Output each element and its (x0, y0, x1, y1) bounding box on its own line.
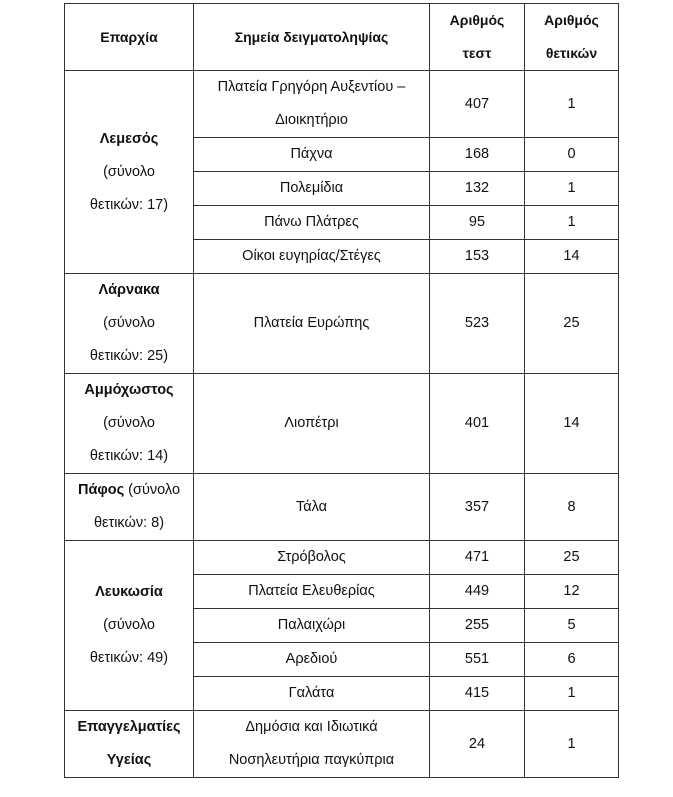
region-cell-limassol: Λεμεσός (σύνολο θετικών: 17) (65, 71, 194, 274)
sampling-point: Πάνω Πλάτρες (194, 206, 430, 240)
table-row (65, 541, 619, 575)
positives-count: 1 (525, 206, 619, 240)
table-row (65, 71, 619, 138)
tests-count: 357 (430, 474, 525, 541)
region-cell-health-professionals: Επαγγελματίες Υγείας (65, 711, 194, 778)
sampling-point: Δημόσια και Ιδιωτικά Νοσηλευτήρια παγκύπρια (194, 711, 430, 778)
positives-count: 25 (525, 541, 619, 575)
table-row (65, 374, 619, 474)
sampling-point: Πλατεία Ευρώπης (194, 274, 430, 374)
sampling-point: Τάλα (194, 474, 430, 541)
positives-count: 1 (525, 711, 619, 778)
tests-count: 24 (430, 711, 525, 778)
region-cell-larnaca: Λάρνακα (σύνολο θετικών: 25) (65, 274, 194, 374)
tests-count: 95 (430, 206, 525, 240)
header-province: Επαρχία (65, 4, 194, 71)
region-cell-famagusta: Αμμόχωστος (σύνολο θετικών: 14) (65, 374, 194, 474)
sampling-point: Οίκοι ευγηρίας/Στέγες (194, 240, 430, 274)
tests-count: 523 (430, 274, 525, 374)
header-sampling-points: Σημεία δειγματοληψίας (194, 4, 430, 71)
table-row (65, 711, 619, 778)
positives-count: 14 (525, 240, 619, 274)
sampling-point: Γαλάτα (194, 677, 430, 711)
tests-count: 255 (430, 609, 525, 643)
sampling-point: Πλατεία Ελευθερίας (194, 575, 430, 609)
sampling-point: Αρεδιού (194, 643, 430, 677)
positives-count: 1 (525, 71, 619, 138)
tests-count: 153 (430, 240, 525, 274)
table-row (65, 274, 619, 374)
header-positives: Αριθμός θετικών (525, 4, 619, 71)
tests-count: 168 (430, 138, 525, 172)
positives-count: 6 (525, 643, 619, 677)
table-row (65, 474, 619, 541)
tests-count: 415 (430, 677, 525, 711)
sampling-point: Παλαιχώρι (194, 609, 430, 643)
tests-count: 407 (430, 71, 525, 138)
positives-count: 8 (525, 474, 619, 541)
results-table (64, 3, 619, 778)
sampling-point: Λιοπέτρι (194, 374, 430, 474)
positives-count: 1 (525, 172, 619, 206)
header-row (65, 4, 619, 71)
tests-count: 401 (430, 374, 525, 474)
positives-count: 1 (525, 677, 619, 711)
tests-count: 551 (430, 643, 525, 677)
positives-count: 0 (525, 138, 619, 172)
positives-count: 25 (525, 274, 619, 374)
positives-count: 14 (525, 374, 619, 474)
header-tests: Αριθμός τεστ (430, 4, 525, 71)
sampling-point: Στρόβολος (194, 541, 430, 575)
positives-count: 12 (525, 575, 619, 609)
sampling-point: Πλατεία Γρηγόρη Αυξεντίου – Διοικητήριο (194, 71, 430, 138)
region-cell-paphos: Πάφος (σύνολο θετικών: 8) (65, 474, 194, 541)
tests-count: 132 (430, 172, 525, 206)
positives-count: 5 (525, 609, 619, 643)
tests-count: 471 (430, 541, 525, 575)
sampling-point: Πολεμίδια (194, 172, 430, 206)
region-cell-nicosia: Λευκωσία (σύνολο θετικών: 49) (65, 541, 194, 711)
tests-count: 449 (430, 575, 525, 609)
sampling-point: Πάχνα (194, 138, 430, 172)
